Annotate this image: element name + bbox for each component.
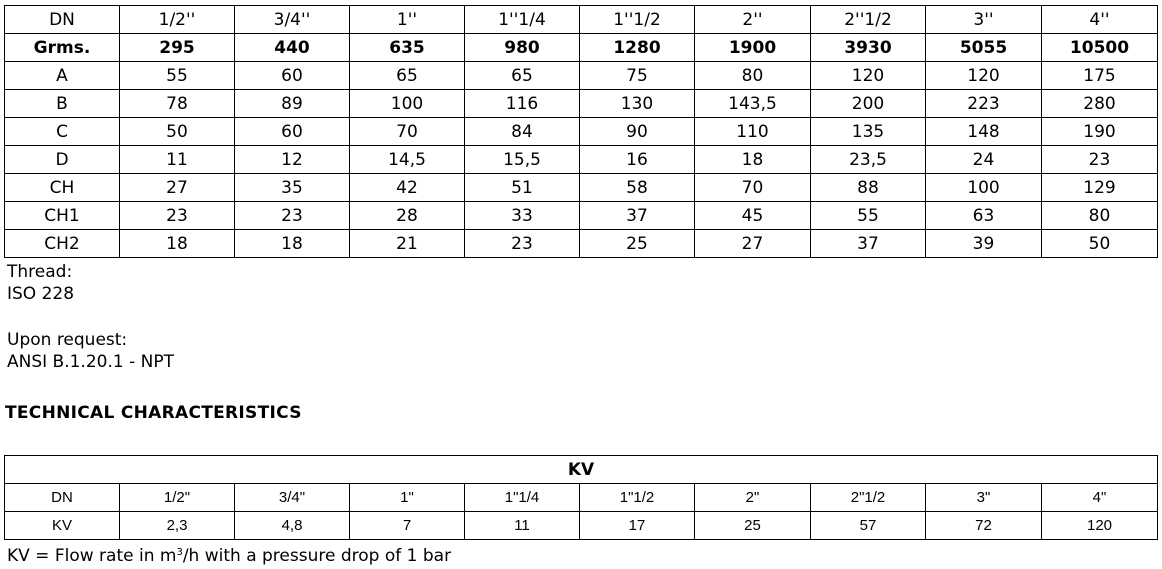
- upon-request-note: [7, 329, 174, 373]
- table-cell: 7: [350, 512, 465, 540]
- table-row: [5, 34, 1158, 62]
- table-cell: 129: [1042, 174, 1158, 202]
- table-cell: 60: [235, 118, 350, 146]
- table-cell: 175: [1042, 62, 1158, 90]
- table-cell: 90: [580, 118, 695, 146]
- table-cell: 120: [1042, 512, 1158, 540]
- table-cell: 1/2'': [120, 6, 235, 34]
- table-cell: 15,5: [465, 146, 580, 174]
- table-cell: 1900: [695, 34, 811, 62]
- table-cell: 120: [926, 62, 1042, 90]
- table-cell: 1''1/4: [465, 6, 580, 34]
- table-cell: 55: [120, 62, 235, 90]
- table-cell: 58: [580, 174, 695, 202]
- table-cell: 295: [120, 34, 235, 62]
- kv-title-row: [5, 456, 1158, 484]
- table-cell: 60: [235, 62, 350, 90]
- table-cell: 84: [465, 118, 580, 146]
- table-cell: 1''1/2: [580, 6, 695, 34]
- dimensions-table: [4, 5, 1158, 258]
- row-label: A: [5, 62, 120, 90]
- table-cell: 2"1/2: [811, 484, 926, 512]
- footnote-text-end: /h with a pressure drop of 1 bar: [182, 546, 452, 566]
- row-label: D: [5, 146, 120, 174]
- row-label: CH1: [5, 202, 120, 230]
- table-cell: 440: [235, 34, 350, 62]
- kv-title: KV: [5, 456, 1158, 484]
- table-cell: 2,3: [120, 512, 235, 540]
- table-cell: 18: [695, 146, 811, 174]
- table-cell: 200: [811, 90, 926, 118]
- table-cell: 72: [926, 512, 1042, 540]
- upon-request-value: ANSI B.1.20.1 - NPT: [7, 352, 174, 372]
- table-cell: 10500: [1042, 34, 1158, 62]
- table-cell: 89: [235, 90, 350, 118]
- table-cell: 11: [465, 512, 580, 540]
- table-cell: 4": [1042, 484, 1158, 512]
- table-cell: 21: [350, 230, 465, 258]
- row-label: KV: [5, 512, 120, 540]
- table-cell: 70: [350, 118, 465, 146]
- table-cell: 80: [695, 62, 811, 90]
- table-cell: 88: [811, 174, 926, 202]
- thread-label: Thread:: [7, 262, 73, 282]
- table-cell: 39: [926, 230, 1042, 258]
- table-row: [5, 146, 1158, 174]
- table-cell: 37: [580, 202, 695, 230]
- table-row: [5, 90, 1158, 118]
- footnote-superscript: 3: [176, 547, 183, 558]
- table-row: [5, 484, 1158, 512]
- table-cell: 4'': [1042, 6, 1158, 34]
- table-cell: 57: [811, 512, 926, 540]
- table-cell: 23: [235, 202, 350, 230]
- table-cell: 65: [465, 62, 580, 90]
- table-cell: 78: [120, 90, 235, 118]
- table-cell: 28: [350, 202, 465, 230]
- row-label: CH: [5, 174, 120, 202]
- table-cell: 130: [580, 90, 695, 118]
- table-row: [5, 512, 1158, 540]
- table-cell: 18: [235, 230, 350, 258]
- table-cell: 25: [580, 230, 695, 258]
- table-row: [5, 118, 1158, 146]
- table-cell: 65: [350, 62, 465, 90]
- table-cell: 11: [120, 146, 235, 174]
- table-cell: 280: [1042, 90, 1158, 118]
- table-cell: 116: [465, 90, 580, 118]
- table-cell: 1"1/4: [465, 484, 580, 512]
- table-cell: 1/2": [120, 484, 235, 512]
- table-cell: 980: [465, 34, 580, 62]
- table-cell: 27: [695, 230, 811, 258]
- table-cell: 18: [120, 230, 235, 258]
- table-cell: 3": [926, 484, 1042, 512]
- table-cell: 23,5: [811, 146, 926, 174]
- table-cell: 42: [350, 174, 465, 202]
- table-cell: 3/4'': [235, 6, 350, 34]
- table-cell: 1'': [350, 6, 465, 34]
- row-label: DN: [5, 484, 120, 512]
- table-cell: 50: [1042, 230, 1158, 258]
- table-cell: 4,8: [235, 512, 350, 540]
- table-cell: 135: [811, 118, 926, 146]
- table-cell: 37: [811, 230, 926, 258]
- table-cell: 27: [120, 174, 235, 202]
- kv-table: [4, 455, 1158, 540]
- table-cell: 2''1/2: [811, 6, 926, 34]
- row-label: CH2: [5, 230, 120, 258]
- row-label: B: [5, 90, 120, 118]
- table-cell: 3'': [926, 6, 1042, 34]
- table-cell: 75: [580, 62, 695, 90]
- table-cell: 51: [465, 174, 580, 202]
- table-cell: 80: [1042, 202, 1158, 230]
- table-cell: 23: [465, 230, 580, 258]
- table-cell: 190: [1042, 118, 1158, 146]
- table-cell: 1": [350, 484, 465, 512]
- table-cell: 143,5: [695, 90, 811, 118]
- table-row: [5, 62, 1158, 90]
- table-cell: 2'': [695, 6, 811, 34]
- table-cell: 16: [580, 146, 695, 174]
- row-label: DN: [5, 6, 120, 34]
- table-cell: 70: [695, 174, 811, 202]
- section-heading: TECHNICAL CHARACTERISTICS: [5, 403, 302, 423]
- table-cell: 3/4": [235, 484, 350, 512]
- table-cell: 120: [811, 62, 926, 90]
- table-cell: 33: [465, 202, 580, 230]
- table-cell: 3930: [811, 34, 926, 62]
- row-label: C: [5, 118, 120, 146]
- row-label: Grms.: [5, 34, 120, 62]
- table-cell: 635: [350, 34, 465, 62]
- thread-value: ISO 228: [7, 284, 75, 304]
- table-row: [5, 230, 1158, 258]
- thread-note: [7, 261, 74, 305]
- table-cell: 55: [811, 202, 926, 230]
- table-row: [5, 174, 1158, 202]
- table-cell: 17: [580, 512, 695, 540]
- table-row: [5, 202, 1158, 230]
- table-cell: 45: [695, 202, 811, 230]
- table-cell: 23: [1042, 146, 1158, 174]
- table-cell: 1280: [580, 34, 695, 62]
- upon-request-label: Upon request:: [7, 330, 128, 350]
- kv-footnote: [7, 545, 451, 567]
- table-cell: 24: [926, 146, 1042, 174]
- table-cell: 50: [120, 118, 235, 146]
- table-cell: 14,5: [350, 146, 465, 174]
- table-cell: 23: [120, 202, 235, 230]
- footnote-text: KV = Flow rate in m: [7, 546, 177, 566]
- table-cell: 110: [695, 118, 811, 146]
- table-cell: 2": [695, 484, 811, 512]
- table-cell: 5055: [926, 34, 1042, 62]
- table-cell: 148: [926, 118, 1042, 146]
- table-cell: 12: [235, 146, 350, 174]
- table-row: [5, 6, 1158, 34]
- table-cell: 1"1/2: [580, 484, 695, 512]
- table-cell: 35: [235, 174, 350, 202]
- table-cell: 63: [926, 202, 1042, 230]
- table-cell: 100: [926, 174, 1042, 202]
- table-cell: 25: [695, 512, 811, 540]
- table-cell: 223: [926, 90, 1042, 118]
- table-cell: 100: [350, 90, 465, 118]
